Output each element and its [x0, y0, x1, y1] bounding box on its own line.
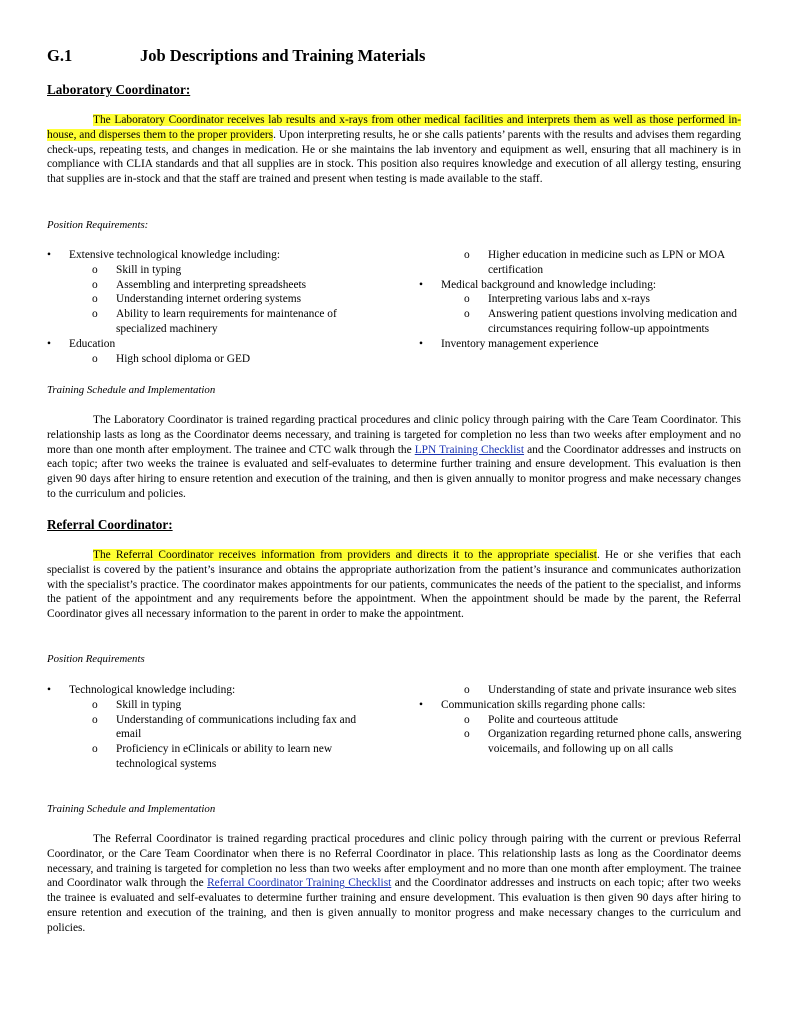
bullet-item: • Technological knowledge including:: [47, 683, 372, 698]
ref-intro-highlight: The Referral Coordinator receives information from providers and directs it to the appropriate specialist: [93, 549, 597, 561]
ref-requirements-heading: Position Requirements: [47, 653, 145, 665]
ref-training-heading: Training Schedule and Implementation: [47, 803, 216, 815]
sub-bullet-item: o Understanding internet ordering systems: [47, 292, 372, 307]
sub-bullet-item: o Higher education in medicine such as LPN or MOA certification: [419, 248, 743, 278]
sub-bullet-item: o Answering patient questions involving medication and circumstances requiring follow-up appointments: [419, 307, 743, 337]
sub-bullet-item: o Skill in typing: [47, 263, 372, 278]
sub-bullet-item: o Proficiency in eClinicals or ability to learn new technological systems: [47, 742, 372, 772]
lab-requirements-right: [419, 248, 743, 352]
lab-intro-text: . Upon interpreting results, he or she calls patients’ parents with the results and advises them regarding check-ups, repeating tests, and changes in medication. He or she maintains the lab inventory and equipment as well, ensuring that all machinery is in compliance with CLIA standards and that all supplies are in stock. This position also requires knowledge and execution of all allergy testing, ensuring that supplies are in-stock and that the staff are trained and present when testing is made available to the staff.: [47, 128, 741, 186]
lab-intro-highlight: The Laboratory Coordinator receives lab results and x-rays from other medical facilities and interprets them as well as those performed in-house, and disperses them to the proper providers: [47, 114, 741, 141]
bullet-item: • Extensive technological knowledge including:: [47, 248, 372, 263]
lab-training-text: The Laboratory Coordinator is trained regarding practical procedures and clinic policy through pairing with the Care Team Coordinator. This relationship lasts as long as the Coordinator deems necessary, and training is targeted for completion no less than two weeks after employment and no more than one month after employment. The trainee and CTC walk through the: [47, 414, 741, 456]
sub-bullet-item: o Polite and courteous attitude: [419, 713, 749, 728]
lab-intro-paragraph: [47, 113, 741, 187]
sub-bullet-item: o Assembling and interpreting spreadsheets: [47, 278, 372, 293]
bullet-item: • Communication skills regarding phone calls:: [419, 698, 749, 713]
ref-intro-paragraph: [47, 548, 741, 622]
lab-coordinator-title: Laboratory Coordinator:: [47, 82, 191, 97]
lab-training-paragraph: [47, 413, 741, 502]
sub-bullet-item: o Organization regarding returned phone calls, answering voicemails, and following up on all calls: [419, 727, 749, 757]
bullet-item: • Education: [47, 337, 372, 352]
lab-training-heading: Training Schedule and Implementation: [47, 384, 216, 396]
sub-bullet-item: o Understanding of communications including fax and email: [47, 713, 372, 743]
ref-training-text: The Referral Coordinator is trained regarding practical procedures and clinic policy through pairing with the current or previous Referral Coordinator, or the Care Team Coordinator when there is no Referral Coordinator in place. This relationship lasts as long as the Coordinator deems necessary, and training is targeted for completion no less than two weeks after employment and no more than one month after employment. The trainee and Coordinator walk through the: [47, 833, 741, 890]
ref-intro-text: . He or she verifies that each specialist is covered by the patient’s insurance and obtains the appropriate authorization from the patient’s insurance and communicates authorization with the specialist’s practice. The coordinator makes appointments for our patients, communicates the needs of the patient to the specialist, and informs the patient of the appointment and any requirements before the appointment. When the appointment should be made by the parent, the Referral Coordinator gives all necessary information to the parent in order to make the appointment.: [47, 549, 741, 621]
bullet-item: • Medical background and knowledge including:: [419, 278, 743, 293]
sub-bullet-item: o Interpreting various labs and x-rays: [419, 292, 743, 307]
sub-bullet-item: o Skill in typing: [47, 698, 372, 713]
sub-bullet-item: o High school diploma or GED: [47, 352, 372, 367]
bullet-item: • Inventory management experience: [419, 337, 743, 352]
ref-training-text-cont: and the Coordinator addresses and instructs on each topic; after two weeks the trainee is evaluated and self-evaluates to determine further training and ensure development. This evaluation is then given 90 days after hiring to ensure retention and execution of the training, and then is given annually to monitor progress and make necessary changes to the curriculum and policies.: [47, 877, 741, 934]
lpn-training-checklist-link[interactable]: LPN Training Checklist: [414, 443, 525, 456]
lab-training-text-cont: and the Coordinator addresses and instructs on each topic; after two weeks the trainee is evaluated and self-evaluates to determine further training and ensure development. This evaluation is then given 90 days after hiring to ensure retention and execution of the training, and then is given annually to monitor progress and make necessary changes to the curriculum and policies.: [47, 443, 742, 500]
lab-requirements-heading: Position Requirements:: [47, 219, 149, 231]
section-number: G.1: [47, 46, 73, 65]
ref-requirements-right: [419, 683, 749, 757]
referral-training-checklist-link[interactable]: Referral Coordinator Training Checklist: [207, 877, 392, 890]
section-title: Job Descriptions and Training Materials: [140, 46, 426, 65]
sub-bullet-item: o Understanding of state and private insurance web sites: [419, 683, 749, 698]
ref-training-paragraph: [47, 832, 741, 936]
ref-requirements-left: [47, 683, 372, 772]
sub-bullet-item: o Ability to learn requirements for maintenance of specialized machinery: [47, 307, 372, 337]
lab-requirements-left: [47, 248, 372, 366]
referral-coordinator-title: Referral Coordinator:: [47, 517, 173, 532]
